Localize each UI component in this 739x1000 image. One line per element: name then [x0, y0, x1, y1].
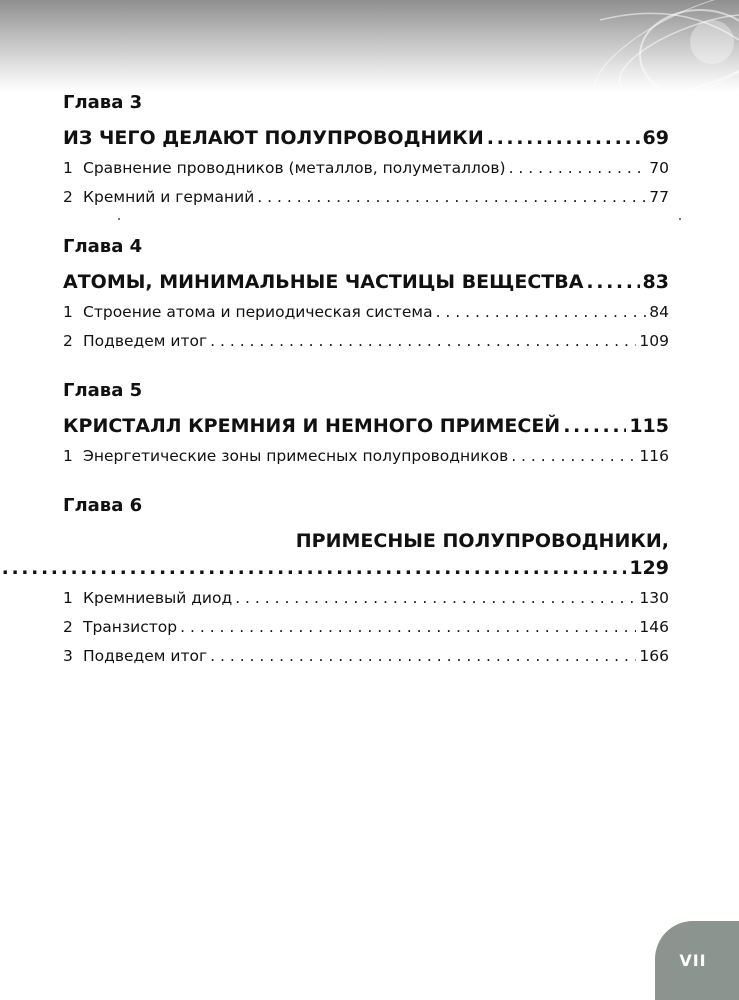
entry-page-number: 166	[639, 647, 669, 665]
dot-leader	[509, 154, 647, 183]
toc-entry[interactable]	[63, 183, 669, 212]
dot-leader	[511, 442, 636, 471]
entry-title: Транзистор	[83, 618, 178, 636]
entry-page-number: 70	[649, 159, 669, 177]
chapter-3	[63, 92, 669, 212]
chapter-label: Глава 5	[63, 380, 143, 401]
entry-page-number: 109	[639, 332, 669, 350]
dot-leader	[257, 183, 646, 212]
toc-entry[interactable]	[63, 642, 669, 671]
toc-entry[interactable]	[63, 327, 669, 356]
entry-title: Подведем итог	[83, 647, 208, 665]
dot-leader	[180, 613, 636, 642]
chapter-4	[63, 236, 669, 356]
toc-entry[interactable]	[63, 584, 669, 613]
chapter-title: ИЗ ЧЕГО ДЕЛАЮТ ПОЛУПРОВОДНИКИ	[63, 127, 484, 149]
chapter-page-number: 83	[642, 271, 669, 293]
chapter-title-link[interactable]	[63, 125, 669, 152]
chapter-title-line-1: ПРИМЕСНЫЕ ПОЛУПРОВОДНИКИ,	[295, 530, 669, 552]
entry-page-number: 84	[649, 303, 669, 321]
table-of-contents	[63, 92, 669, 671]
dot-leader	[487, 125, 640, 152]
page-number-tab	[655, 921, 739, 1000]
entry-number: 1	[63, 303, 73, 321]
entry-title: Строение атома и периодическая система	[83, 303, 433, 321]
toc-entry[interactable]	[63, 442, 669, 471]
entry-title: Сравнение проводников (металлов, полуметаллов)	[83, 159, 506, 177]
entry-number: 1	[63, 159, 73, 177]
entry-number: 2	[63, 332, 73, 350]
entry-title: Кремниевый диод	[83, 589, 233, 607]
chapter-label: Глава 4	[63, 236, 143, 257]
entry-title: Кремний и германий	[83, 188, 255, 206]
chapter-title-link[interactable]	[63, 413, 669, 440]
chapter-page-number: 129	[629, 557, 669, 579]
chapter-title-link[interactable]	[63, 269, 669, 296]
print-mark	[118, 218, 120, 220]
chapter-title-link[interactable]	[63, 528, 669, 582]
chapter-page-number: 69	[642, 127, 669, 149]
chapter-label: Глава 6	[63, 495, 143, 516]
page-number: VII	[679, 951, 707, 970]
entry-number: 2	[63, 618, 73, 636]
entry-page-number: 130	[639, 589, 669, 607]
entry-title: Подведем итог	[83, 332, 208, 350]
dot-leader	[563, 413, 626, 440]
dot-leader	[210, 327, 636, 356]
entry-number: 3	[63, 647, 73, 665]
chapter-label: Глава 3	[63, 92, 143, 113]
dot-leader	[210, 642, 636, 671]
entry-page-number: 116	[639, 447, 669, 465]
chapter-page-number: 115	[629, 415, 669, 437]
dot-leader	[0, 555, 626, 582]
entry-page-number: 146	[639, 618, 669, 636]
entry-page-number: 77	[649, 188, 669, 206]
dot-leader	[586, 269, 639, 296]
toc-entry[interactable]	[63, 298, 669, 327]
entry-number: 1	[63, 589, 73, 607]
entry-number: 1	[63, 447, 73, 465]
chapter-5	[63, 380, 669, 471]
chapter-title: КРИСТАЛЛ КРЕМНИЯ И НЕМНОГО ПРИМЕСЕЙ	[63, 415, 561, 437]
entry-title: Энергетические зоны примесных полупроводников	[83, 447, 509, 465]
dot-leader	[235, 584, 636, 613]
toc-entry[interactable]	[63, 613, 669, 642]
dot-leader	[436, 298, 647, 327]
chapter-6	[63, 495, 669, 671]
entry-number: 2	[63, 188, 73, 206]
print-mark	[679, 218, 681, 220]
toc-entry[interactable]	[63, 154, 669, 183]
chapter-title: АТОМЫ, МИНИМАЛЬНЫЕ ЧАСТИЦЫ ВЕЩЕСТВА	[63, 271, 584, 293]
